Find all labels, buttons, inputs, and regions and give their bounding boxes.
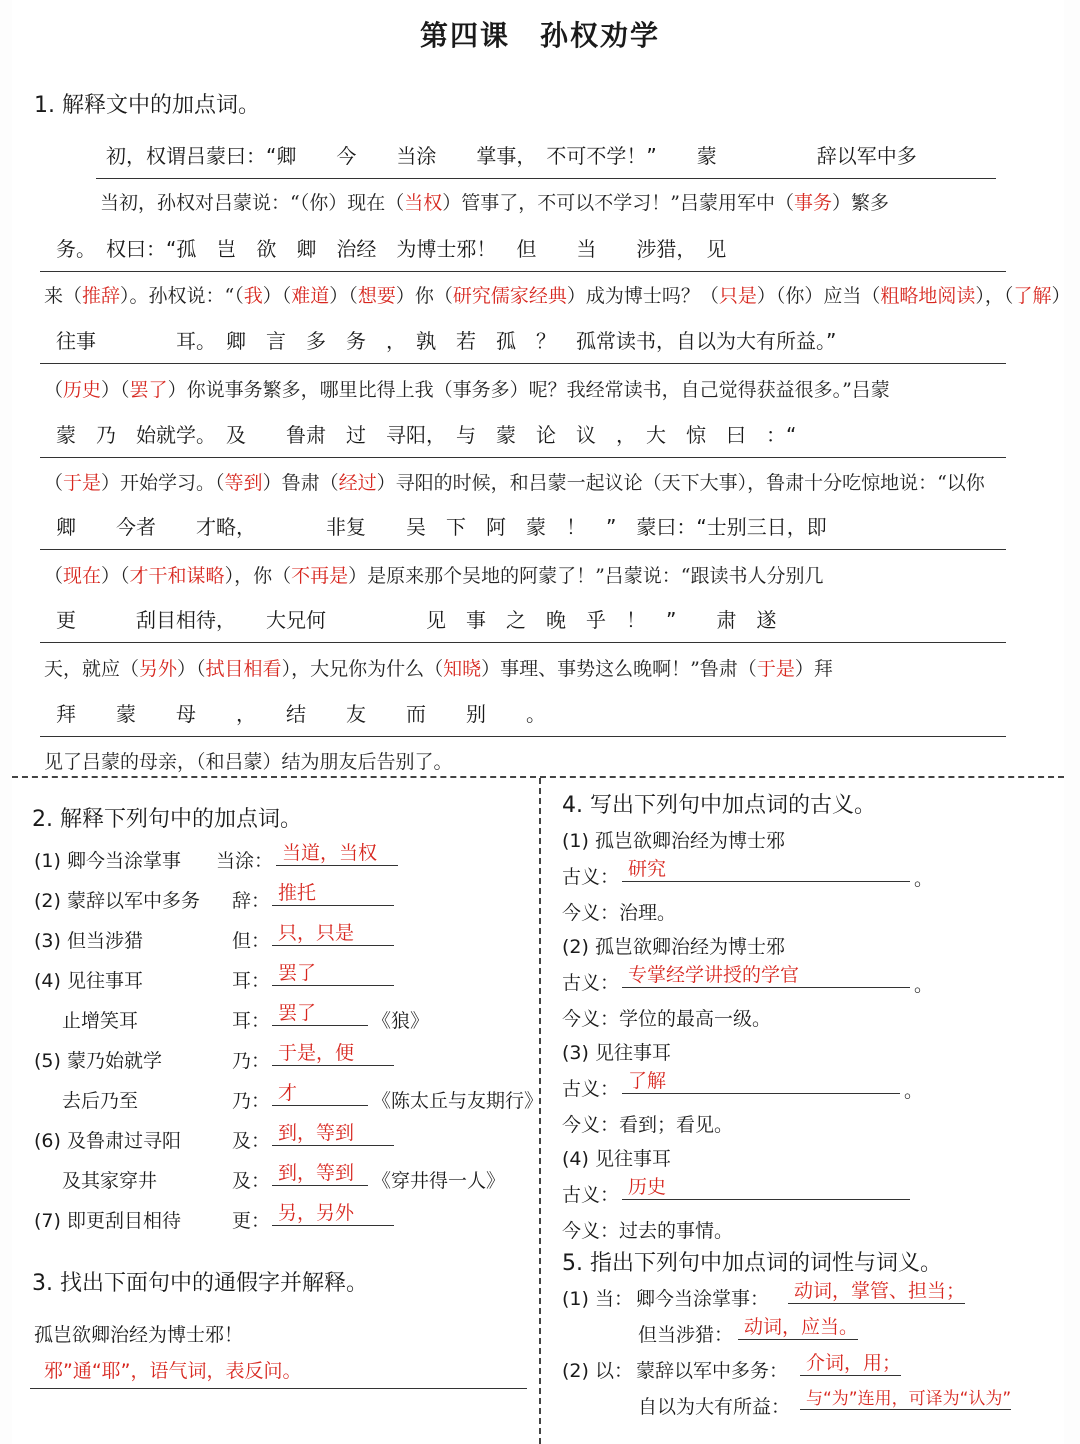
passage-translation-line xyxy=(100,188,889,215)
translation-text: ）（ xyxy=(101,565,130,587)
translation-text: （ xyxy=(44,379,64,401)
horizontal-divider xyxy=(12,776,1064,778)
exercise-sentence: (6) 及鲁肃过寻阳 xyxy=(34,1130,181,1152)
exercise-sentence: (3) 但当涉猎 xyxy=(34,930,143,952)
passage-original-line: 务。 权曰：“孤 岂 欲 卿 治经 为博士邪！ 但 当 涉猎， 见 xyxy=(56,237,727,261)
translation-answer: 不再是 xyxy=(291,565,349,587)
answer-blank: 才 xyxy=(272,1078,368,1106)
passage-original-line: 往事 耳。 卿 言 多 务 ， 孰 若 孤 ？ 孤常读书，自以为大有所益。” xyxy=(56,329,837,353)
word-prefix: (1) 当： xyxy=(562,1288,633,1310)
archaic-label: 古义： xyxy=(562,972,620,994)
translation-text: ）（ xyxy=(262,285,292,307)
translation-answer: 当权 xyxy=(404,192,443,214)
archaic-answer-blank: 了解 xyxy=(622,1066,900,1094)
exercise-word: 乃： xyxy=(232,1050,271,1072)
modern-meaning: 今义：看到；看见。 xyxy=(562,1114,734,1136)
translation-text: ）你说事务繁多，哪里比得上我（事务多）呢？我经常读书，自己觉得获益很多。”吕蒙 xyxy=(167,379,890,401)
section3-sentence: 孤岂欲卿治经为博士邪！ xyxy=(34,1324,244,1346)
exercise-sentence: (2) 蒙辞以军中多务 xyxy=(34,890,200,912)
sentence-period: 。 xyxy=(914,868,934,890)
passage-rule xyxy=(40,642,1006,643)
translation-answer: 事务 xyxy=(793,192,832,214)
archaic-label: 古义： xyxy=(562,866,620,888)
translation-text: ）成为博士吗？（ xyxy=(566,285,719,307)
answer-blank: 到，等到 xyxy=(272,1158,368,1186)
sentence-period: 。 xyxy=(914,974,934,996)
source-title: 《陈太丘与友期行》 xyxy=(372,1090,544,1112)
archaic-answer-blank: 研究 xyxy=(622,854,910,882)
answer-blank: 当道，当权 xyxy=(276,838,398,866)
passage-original-line: 蒙 乃 始就学。 及 鲁肃 过 寻阳， 与 蒙 论 议 ， 大 惊 曰 ：“ xyxy=(56,423,797,447)
exercise-sentence: (7) 即更刮目相待 xyxy=(34,1210,181,1232)
translation-text: ）开始学习。（ xyxy=(101,472,225,494)
translation-answer: 难道 xyxy=(291,285,330,307)
translation-text: ）寻阳的时候，和吕蒙一起议论（天下大事），鲁肃十分吃惊地说：“以你 xyxy=(376,472,985,494)
passage-translation-line xyxy=(44,375,890,402)
translation-answer: 罢了 xyxy=(129,379,168,401)
translation-answer: 历史 xyxy=(63,379,102,401)
answer-blank: 推托 xyxy=(272,878,394,906)
translation-text: ），你（ xyxy=(224,565,292,587)
translation-text: ）你（ xyxy=(395,285,453,307)
passage-original-line: 更 刮目相待， 大兄何 见 事 之 晚 乎 ！ ” 肃 遂 xyxy=(56,608,777,632)
archaic-answer-blank: 专掌经学讲授的学官 xyxy=(622,960,910,988)
exercise-word: 耳： xyxy=(232,1010,271,1032)
modern-meaning: 今义：治理。 xyxy=(562,902,677,924)
translation-text: ）管事了，不可以不学习！”吕蒙用军中（ xyxy=(442,192,794,214)
archaic-label: 古义： xyxy=(562,1184,620,1206)
translation-answer: 拭目相看 xyxy=(205,658,282,680)
pos-sentence: 卿今当涂掌事： xyxy=(636,1288,770,1310)
answer-blank: 罢了 xyxy=(272,998,368,1026)
section4-heading: 4. 写出下列句中加点词的古义。 xyxy=(562,793,876,818)
pos-answer-blank: 介词，用； xyxy=(800,1348,901,1376)
answer-blank: 到，等到 xyxy=(272,1118,394,1146)
exercise-sentence: 去后乃至 xyxy=(62,1090,139,1112)
answer-blank: 只，只是 xyxy=(272,918,394,946)
passage-rule xyxy=(96,178,996,179)
modern-meaning: 今义：过去的事情。 xyxy=(562,1220,734,1242)
exercise-word: 及： xyxy=(232,1130,271,1152)
translation-text: 来（ xyxy=(44,285,83,307)
translation-answer: 于是 xyxy=(63,472,102,494)
translation-text: ）（ xyxy=(177,658,206,680)
section3-answer: 邪”通“耶”，语气词，表反问。 xyxy=(44,1360,302,1382)
translation-answer: 我 xyxy=(243,285,263,307)
modern-meaning: 今义：学位的最高一级。 xyxy=(562,1008,772,1030)
translation-answer: 于是 xyxy=(756,658,795,680)
translation-answer: 经过 xyxy=(338,472,377,494)
passage-translation-line xyxy=(44,281,1070,308)
translation-answer: 现在 xyxy=(63,565,102,587)
translation-answer: 知晓 xyxy=(443,658,482,680)
translation-text: ） xyxy=(1051,285,1071,307)
passage-translation-line xyxy=(44,468,985,495)
translation-answer: 粗略地阅读 xyxy=(880,285,976,307)
answer-blank: 罢了 xyxy=(272,958,394,986)
passage-translation-line xyxy=(44,654,833,681)
translation-answer: 推辞 xyxy=(82,285,121,307)
translation-text: 天，就应（ xyxy=(44,658,140,680)
passage-rule xyxy=(40,363,1006,364)
passage-original-line: 初，权谓吕蒙曰：“卿 今 当涂 掌事， 不可不学！” 蒙 辞以军中多 xyxy=(106,144,917,168)
passage-rule xyxy=(40,549,1006,550)
translation-text: ）繁多 xyxy=(831,192,889,214)
pos-answer-blank: 动词，应当。 xyxy=(738,1312,858,1340)
exercise-word: 耳： xyxy=(232,970,271,992)
archaic-sentence: (3) 见往事耳 xyxy=(562,1042,671,1064)
archaic-sentence: (4) 见往事耳 xyxy=(562,1148,671,1170)
section3-heading: 3. 找出下面句中的通假字并解释。 xyxy=(32,1271,368,1296)
translation-text: （ xyxy=(44,565,64,587)
passage-rule xyxy=(40,457,1006,458)
pos-sentence: 蒙辞以军中多务： xyxy=(636,1360,789,1382)
translation-answer: 研究儒家经典 xyxy=(452,285,567,307)
passage-original-line: 拜 蒙 母 ， 结 友 而 别 。 xyxy=(56,702,546,726)
section2-heading: 2. 解释下列句中的加点词。 xyxy=(32,807,302,832)
translation-text: ）（ xyxy=(101,379,130,401)
translation-text: ）事理、事势这么晚啊！”鲁肃（ xyxy=(481,658,757,680)
exercise-sentence: (1) 卿今当涂掌事 xyxy=(34,850,181,872)
translation-text: ）（你）应当（ xyxy=(756,285,881,307)
translation-text: ）拜 xyxy=(794,658,833,680)
passage-rule xyxy=(40,736,1006,737)
exercise-sentence: 止增笑耳 xyxy=(62,1010,139,1032)
translation-answer: 了解 xyxy=(1013,285,1052,307)
translation-text: ）。孙权说：“（ xyxy=(120,285,244,307)
section3-answer-line xyxy=(30,1388,527,1389)
archaic-answer-blank: 历史 xyxy=(622,1172,910,1200)
answer-blank: 另，另外 xyxy=(272,1198,394,1226)
translation-text: ），大兄你为什么（ xyxy=(281,658,444,680)
exercise-word: 辞： xyxy=(232,890,271,912)
exercise-sentence: 及其家穿井 xyxy=(62,1170,158,1192)
translation-text: （ xyxy=(44,472,64,494)
translation-text: ）（ xyxy=(329,285,358,307)
archaic-sentence: (2) 孤岂欲卿治经为博士邪 xyxy=(562,936,785,958)
archaic-sentence: (1) 孤岂欲卿治经为博士邪 xyxy=(562,830,785,852)
answer-blank: 于是，便 xyxy=(272,1038,394,1066)
exercise-word: 及： xyxy=(232,1170,271,1192)
exercise-word: 当涂： xyxy=(216,850,274,872)
passage-original-line: 卿 今者 才略， 非复 吴 下 阿 蒙 ！ ” 蒙曰：“士别三日，即 xyxy=(56,515,827,539)
pos-answer-blank: 动词，掌管、担当； xyxy=(788,1276,965,1304)
source-title: 《狼》 xyxy=(372,1010,430,1032)
page-title: 第四课 孙权劝学 xyxy=(419,19,660,52)
translation-answer: 想要 xyxy=(357,285,396,307)
exercise-word: 但： xyxy=(232,930,271,952)
section1-heading: 1. 解释文中的加点词。 xyxy=(34,93,260,118)
exercise-word: 更： xyxy=(232,1210,271,1232)
translation-text: ）鲁肃（ xyxy=(262,472,339,494)
exercise-sentence: (4) 见往事耳 xyxy=(34,970,143,992)
pos-sentence: 自以为大有所益： xyxy=(638,1396,791,1418)
translation-answer: 等到 xyxy=(224,472,263,494)
pos-sentence: 但当涉猎： xyxy=(638,1324,734,1346)
translation-text: 见了吕蒙的母亲，（和吕蒙）结为朋友后告别了。 xyxy=(44,751,453,773)
pos-answer-blank: 与“为”连用，可译为“认为” xyxy=(800,1384,1011,1410)
passage-translation-line xyxy=(44,747,453,774)
section5-heading: 5. 指出下列句中加点词的词性与词义。 xyxy=(562,1251,942,1276)
translation-answer: 另外 xyxy=(139,658,178,680)
translation-answer: 才干和谋略 xyxy=(129,565,225,587)
sentence-period: 。 xyxy=(904,1080,924,1102)
archaic-label: 古义： xyxy=(562,1078,620,1100)
exercise-sentence: (5) 蒙乃始就学 xyxy=(34,1050,162,1072)
translation-answer: 只是 xyxy=(718,285,757,307)
passage-rule xyxy=(40,271,1006,272)
word-prefix: (2) 以： xyxy=(562,1360,633,1382)
translation-text: 当初，孙权对吕蒙说：“（你）现在（ xyxy=(100,192,405,214)
exercise-word: 乃： xyxy=(232,1090,271,1112)
translation-text: ），（ xyxy=(975,285,1014,307)
passage-translation-line xyxy=(44,561,824,588)
translation-text: ）是原来那个吴地的阿蒙了！”吕蒙说：“跟读书人分别几 xyxy=(348,565,824,587)
source-title: 《穿井得一人》 xyxy=(372,1170,506,1192)
